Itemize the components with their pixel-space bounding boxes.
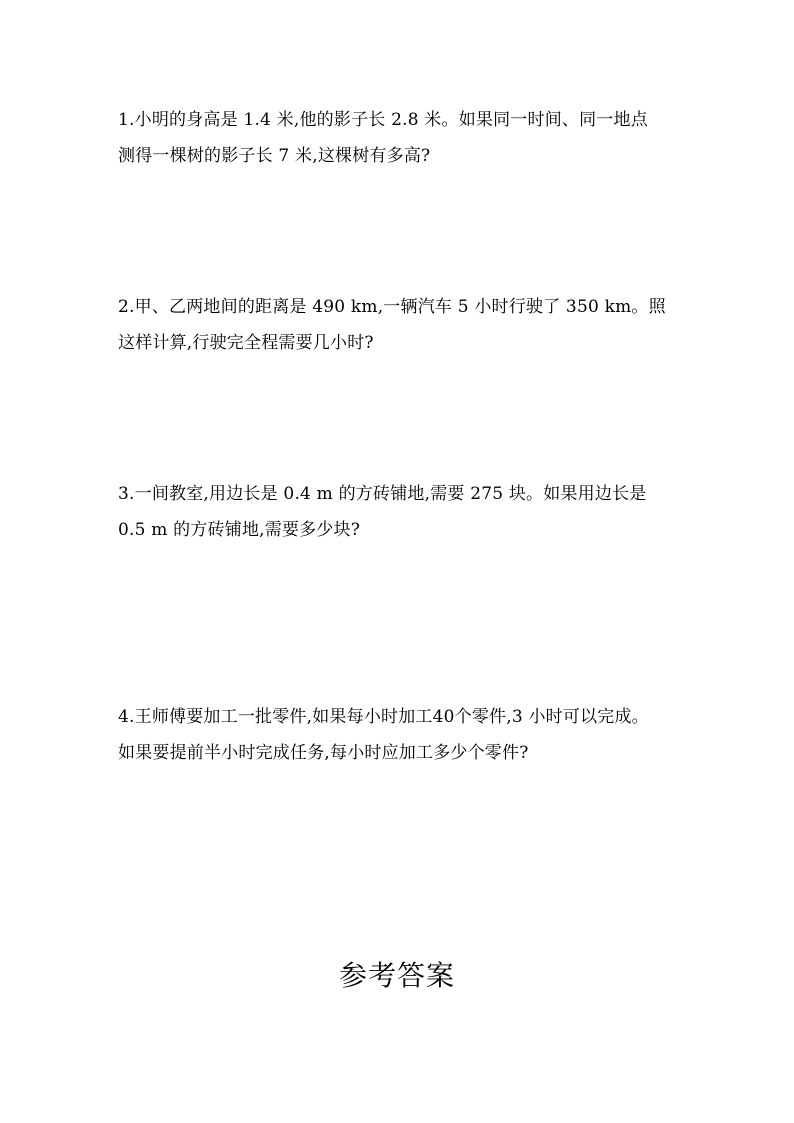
question-1 bbox=[118, 102, 688, 174]
question-3-line-2: 0.5 m 的方砖铺地,需要多少块? bbox=[118, 520, 361, 540]
question-2-line-2: 这样计算,行驶完全程需要几小时? bbox=[118, 333, 374, 353]
question-4-line-1: 4.王师傅要加工一批零件,如果每小时加工40个零件,3 小时可以完成。 bbox=[118, 707, 649, 727]
question-2-line-1: 2.甲、乙两地间的距离是 490 km,一辆汽车 5 小时行驶了 350 km。照 bbox=[118, 297, 666, 317]
question-1-line-1: 1.小明的身高是 1.4 米,他的影子长 2.8 米。如果同一时间、同一地点 bbox=[118, 110, 648, 130]
question-4-line-2: 如果要提前半小时完成任务,每小时应加工多少个零件? bbox=[118, 743, 529, 763]
question-3 bbox=[118, 476, 688, 548]
question-4 bbox=[118, 699, 688, 771]
question-3-line-1: 3.一间教室,用边长是 0.4 m 的方砖铺地,需要 275 块。如果用边长是 bbox=[118, 484, 647, 504]
answer-section-title: 参考答案 bbox=[338, 959, 455, 992]
question-2 bbox=[118, 289, 688, 361]
question-1-line-2: 测得一棵树的影子长 7 米,这棵树有多高? bbox=[118, 146, 431, 166]
